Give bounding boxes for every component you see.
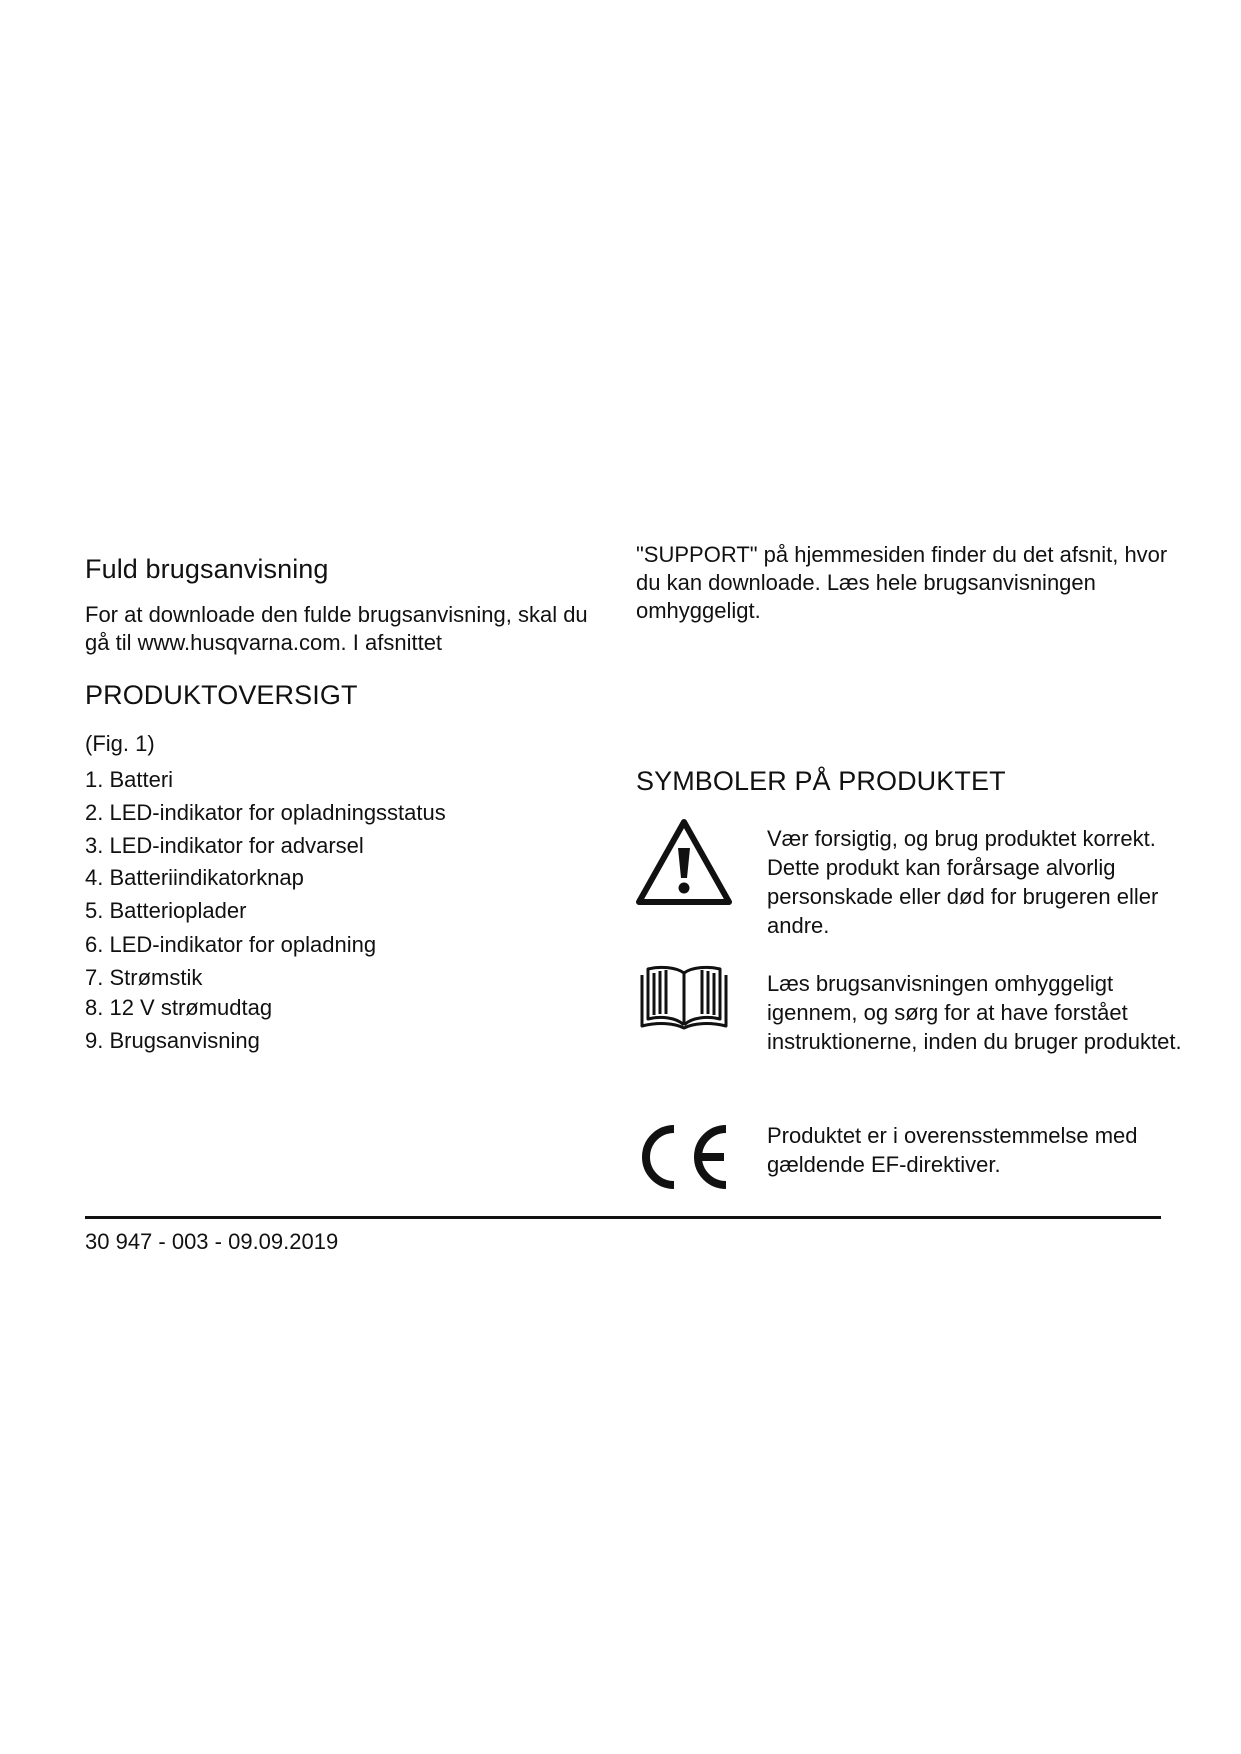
overview-item: 8. 12 V strømudtag bbox=[85, 995, 273, 1020]
symbols-heading: SYMBOLER PÅ PRODUKTET bbox=[636, 766, 1006, 796]
ce-mark-icon bbox=[636, 1123, 732, 1191]
footer-divider bbox=[85, 1216, 1161, 1219]
figure-reference: (Fig. 1) bbox=[85, 731, 155, 756]
overview-item: 1. Batteri bbox=[85, 767, 174, 792]
warning-triangle-icon bbox=[636, 818, 732, 906]
overview-item: 7. Strømstik bbox=[85, 965, 203, 990]
overview-item: 9. Brugsanvisning bbox=[85, 1028, 260, 1053]
symbol-manual-text: Læs brugsanvisningen omhyggeligt igennem, og sørg for at have forstået instruktionerne, inden du bruger produktet. bbox=[767, 971, 1182, 1054]
symbol-warning-text: Vær forsigtig, og brug produktet korrekt. Dette produkt kan forårsage alvorlig personskade eller død for brugeren eller andre. bbox=[767, 826, 1159, 938]
overview-item: 5. Batterioplader bbox=[85, 898, 247, 923]
open-book-icon bbox=[636, 963, 732, 1031]
overview-item: 3. LED-indikator for advarsel bbox=[85, 833, 364, 858]
overview-item: 6. LED-indikator for opladning bbox=[85, 932, 377, 957]
manual-heading: Fuld brugsanvisning bbox=[85, 554, 329, 584]
overview-item: 4. Batteriindikatorknap bbox=[85, 865, 304, 890]
support-continued-text: "SUPPORT" på hjemmesiden finder du det afsnit, hvor du kan downloade. Læs hele brugsanvisningen omhyggeligt. bbox=[636, 542, 1168, 623]
overview-item: 2. LED-indikator for opladningsstatus bbox=[85, 800, 446, 825]
manual-download-text: For at downloade den fulde brugsanvisning, skal du gå til www.husqvarna.com. I afsnittet bbox=[85, 602, 588, 655]
product-overview-heading: PRODUKTOVERSIGT bbox=[85, 680, 358, 710]
document-id: 30 947 - 003 - 09.09.2019 bbox=[85, 1229, 339, 1254]
symbol-ce-text: Produktet er i overensstemmelse med gældende EF-direktiver. bbox=[767, 1123, 1138, 1177]
